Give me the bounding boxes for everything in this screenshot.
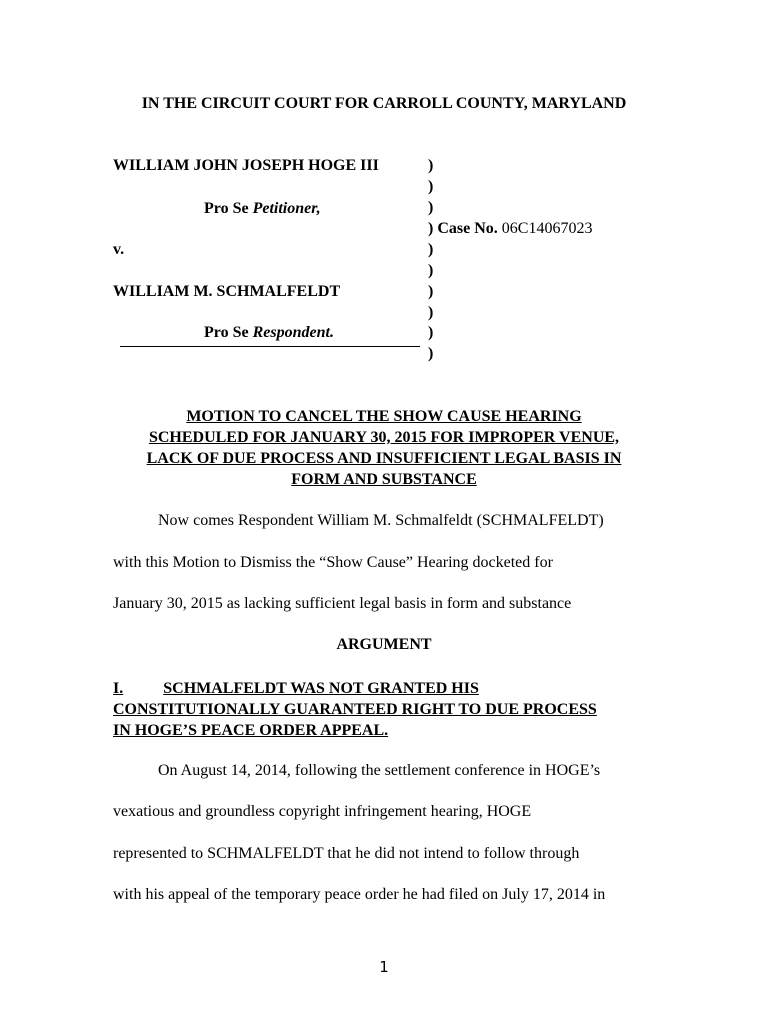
section-one-line: CONSTITUTIONALLY GUARANTEED RIGHT TO DUE PROCESS <box>113 701 597 718</box>
body-line: with his appeal of the temporary peace order he had filed on July 17, 2014 in <box>113 886 606 903</box>
caption-paren: ) <box>428 345 434 362</box>
versus-label: v. <box>113 241 125 258</box>
motion-title-line: SCHEDULED FOR JANUARY 30, 2015 FOR IMPROPER VENUE, <box>148 429 620 446</box>
petitioner-role-label: Petitioner, <box>252 200 321 217</box>
respondent-name: WILLIAM M. SCHMALFELDT <box>113 283 341 300</box>
motion-title-line: LACK OF DUE PROCESS AND INSUFFICIENT LEGAL BASIS IN <box>146 450 622 467</box>
page-number: 1 <box>379 958 389 976</box>
body-line: represented to SCHMALFELDT that he did not intend to follow through <box>113 845 580 862</box>
body-line: vexatious and groundless copyright infringement hearing, HOGE <box>113 803 532 820</box>
caption-paren: ) <box>428 178 434 195</box>
intro-line: January 30, 2015 as lacking sufficient legal basis in form and substance <box>113 595 572 612</box>
section-one-numeral: I. <box>113 680 124 697</box>
motion-title <box>110 406 658 490</box>
motion-title-line: FORM AND SUBSTANCE <box>291 471 477 488</box>
caption-paren: ) <box>428 157 434 174</box>
petitioner-role <box>204 200 321 218</box>
argument-heading: ARGUMENT <box>336 636 432 653</box>
section-one-heading <box>113 678 597 741</box>
petitioner-role-prefix: Pro Se <box>204 200 253 217</box>
respondent-role-prefix: Pro Se <box>204 324 253 341</box>
signature-line <box>120 346 420 347</box>
caption-paren: ) <box>428 283 434 300</box>
section-one-line: SCHMALFELDT WAS NOT GRANTED HIS <box>163 680 479 697</box>
caption-paren: ) <box>428 220 434 237</box>
respondent-role-label: Respondent. <box>252 324 334 341</box>
caption-paren: ) <box>428 241 434 258</box>
caption-paren: ) <box>428 262 434 279</box>
court-heading: IN THE CIRCUIT COURT FOR CARROLL COUNTY, MARYLAND <box>141 95 627 112</box>
caption-paren: ) <box>428 304 434 321</box>
case-number-value: 06C14067023 <box>501 220 593 237</box>
intro-line: with this Motion to Dismiss the “Show Cause” Hearing docketed for <box>113 554 553 571</box>
caption-paren: ) <box>428 199 434 216</box>
section-one-line: IN HOGE’S PEACE ORDER APPEAL. <box>113 722 389 739</box>
body-line: On August 14, 2014, following the settlement conference in HOGE’s <box>158 762 601 779</box>
caption-paren: ) <box>428 324 434 341</box>
respondent-role <box>204 324 334 342</box>
motion-title-line: MOTION TO CANCEL THE SHOW CAUSE HEARING <box>186 408 582 425</box>
intro-line: Now comes Respondent William M. Schmalfeldt (SCHMALFELDT) <box>158 512 604 529</box>
case-number-line <box>428 220 592 238</box>
petitioner-name: WILLIAM JOHN JOSEPH HOGE III <box>113 157 379 174</box>
case-number-label: Case No. <box>437 220 498 237</box>
